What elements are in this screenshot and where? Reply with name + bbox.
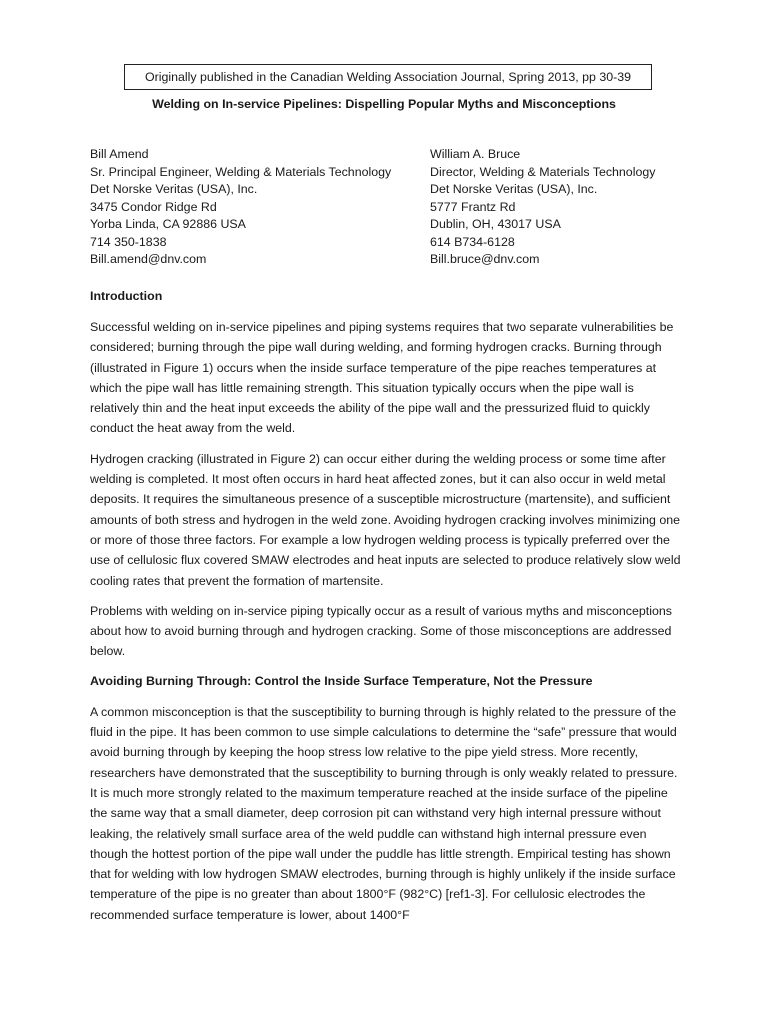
document-body [90, 287, 682, 935]
author-position: Director, Welding & Materials Technology [430, 164, 656, 179]
document-title: Welding on In-service Pipelines: Dispelling Popular Myths and Misconceptions [152, 97, 616, 111]
paragraph: Successful welding on in-service pipelines and piping systems requires that two separate vulnerabilities be considered; burning through the pipe wall during welding, and forming hydrogen cracks. Burning through (illustrated in Figure 1) occurs when the inside surface temperature of the pipe reaches temperatures at which the pipe wall has little remaining strength. This situation typically occurs when the pipe wall is relatively thin and the heat input exceeds the ability of the pipe wall and the pressurized fluid to quickly conduct the heat away from the weld. [90, 320, 674, 436]
author-name: William A. Bruce [430, 147, 521, 161]
author-position: Sr. Principal Engineer, Welding & Materials Technology [90, 164, 392, 179]
author-street: 5777 Frantz Rd [430, 199, 516, 214]
paragraph: A common misconception is that the susceptibility to burning through is highly related to the pressure of the fluid in the pipe. It has been common to use simple calculations to determine the “safe” pressure that would avoid burning through by keeping the hoop stress low relative to the pipe yield stress. More recently, researchers have demonstrated that the susceptibility to burning through is only weakly related to pressure. It is much more strongly related to the maximum temperature reached at the inside surface of the pipeline the same way that a small diameter, deep corrosion pit can withstand very high internal pressure without leaking, the relatively small surface area of the weld puddle can withstand high internal pressure even though the hottest portion of the pipe wall under the puddle has little strength. Empirical testing has shown that for welding with low hydrogen SMAW electrodes, burning through is highly unlikely if the inside surface temperature of the pipe is no greater than about 1800°F (982°C) [ref1-3]. For cellulosic electrodes the recommended surface temperature is lower, about 1400°F [90, 704, 678, 922]
author-block-bruce [430, 146, 655, 269]
paragraph: Problems with welding on in-service piping typically occur as a result of various myths and misconceptions about how to avoid burning through and hydrogen cracking. Some of those misconceptions are addressed below. [90, 603, 672, 659]
author-city: Yorba Linda, CA 92886 USA [90, 217, 246, 231]
author-company: Det Norske Veritas (USA), Inc. [90, 182, 258, 196]
paragraph: Hydrogen cracking (illustrated in Figure 2) can occur either during the welding process or some time after welding is completed. It most often occurs in hard heat affected zones, but it can also occur in weld metal deposits. It requires the simultaneous presence of a susceptible microstructure (martensite), and sufficient amounts of both stress and hydrogen in the weld zone. Avoiding hydrogen cracking involves minimizing one or more of those three factors. For example a low hydrogen welding process is typically preferred over the use of cellulosic flux covered SMAW electrodes and heat inputs are selected to produce relatively slow weld cooling rates that prevent the formation of martensite. [90, 451, 681, 588]
author-street: 3475 Condor Ridge Rd [90, 199, 217, 214]
author-email: Bill.bruce@dnv.com [430, 252, 540, 266]
author-email: Bill.amend@dnv.com [90, 252, 207, 266]
author-block-amend [90, 146, 391, 269]
section-heading-burning-through: Avoiding Burning Through: Control the Inside Surface Temperature, Not the Pressure [90, 673, 593, 688]
author-city: Dublin, OH, 43017 USA [430, 217, 561, 231]
publication-note: Originally published in the Canadian Welding Association Journal, Spring 2013, pp 30-39 [124, 64, 652, 90]
author-phone: 714 350-1838 [90, 234, 167, 249]
author-name: Bill Amend [90, 147, 149, 161]
author-phone: 614 B734-6128 [430, 234, 515, 249]
section-heading-introduction: Introduction [90, 289, 163, 303]
author-company: Det Norske Veritas (USA), Inc. [430, 182, 598, 196]
